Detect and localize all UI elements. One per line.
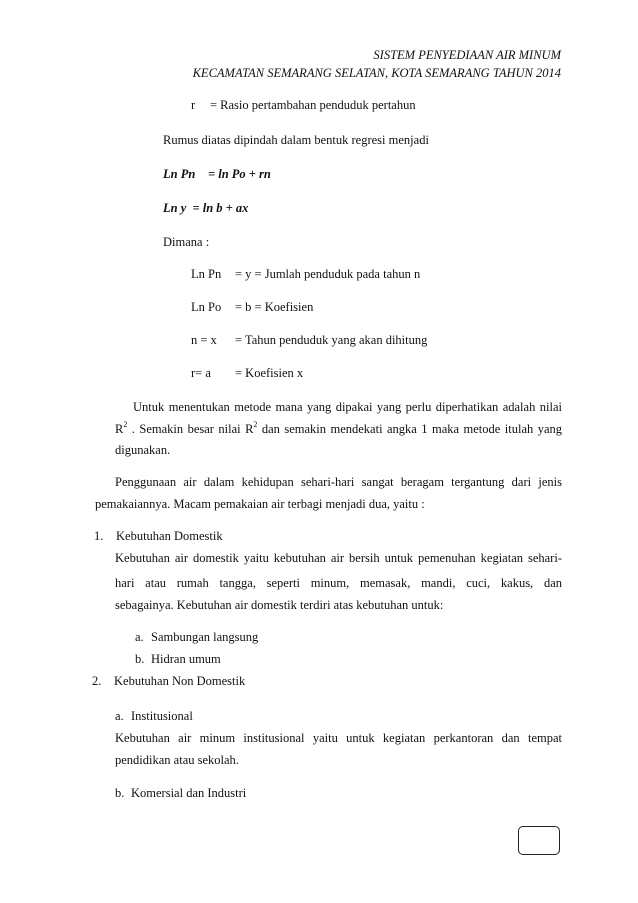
sub-letter: b.	[115, 786, 125, 800]
item2-heading	[92, 675, 245, 688]
def-r	[191, 99, 416, 112]
def-symbol: n = x	[191, 333, 217, 347]
page-number-box	[518, 826, 560, 855]
formula-2: Ln y = ln b + ax	[163, 201, 249, 215]
item1-number: 1.	[94, 529, 104, 543]
item1-sub-b	[135, 653, 221, 666]
def-desc: = y = Jumlah penduduk pada tahun n	[235, 267, 421, 281]
sub-text: Hidran umum	[151, 652, 221, 666]
sub-text: Institusional	[131, 709, 193, 723]
item1-title: Kebutuhan Domestik	[116, 529, 223, 543]
def-row	[191, 367, 303, 380]
para-r2-line3: digunakan.	[115, 443, 171, 457]
para-air-line1: Penggunaan air dalam kehidupan sehari-hari sangat beragam tergantung dari jenis	[115, 475, 562, 489]
item1-heading	[94, 530, 223, 543]
sub-text: Komersial dan Industri	[131, 786, 247, 800]
item2-sub-a	[115, 710, 193, 723]
item2-sub-b	[115, 787, 246, 800]
superscript: 2	[253, 419, 258, 429]
dimana-label: Dimana :	[163, 235, 210, 249]
def-r-symbol: r	[191, 98, 196, 112]
item1-line3: sebagainya. Kebutuhan air domestik terdiri atas kebutuhan untuk:	[115, 598, 444, 612]
formula-1-right: = ln Po + rn	[208, 167, 271, 181]
item1-sub-a	[135, 631, 258, 644]
item1-line2: hari atau rumah tangga, seperti minum, memasak, mandi, cuci, kakus, dan	[115, 576, 562, 590]
regresi-intro: Rumus diatas dipindah dalam bentuk regresi menjadi	[163, 133, 429, 147]
item2-para-line2: pendidikan atau sekolah.	[115, 753, 239, 767]
header-title-line2: KECAMATAN SEMARANG SELATAN, KOTA SEMARANG TAHUN 2014	[192, 66, 561, 80]
def-symbol: Ln Pn	[191, 267, 222, 281]
def-row	[191, 301, 313, 314]
sub-letter: b.	[135, 652, 145, 666]
def-row	[191, 268, 420, 281]
formula-1	[163, 168, 271, 181]
def-symbol: Ln Po	[191, 300, 222, 314]
item2-para-line1: Kebutuhan air minum institusional yaitu untuk kegiatan perkantoran dan tempat	[115, 731, 562, 745]
header-title-line1: SISTEM PENYEDIAAN AIR MINUM	[373, 48, 561, 62]
def-desc: = Tahun penduduk yang akan dihitung	[235, 333, 428, 347]
sub-letter: a.	[115, 709, 124, 723]
sub-text: Sambungan langsung	[151, 630, 259, 644]
para-r2-line2	[115, 419, 562, 436]
para-r2-line2-end: dan semakin mendekati angka 1 maka metode itulah yang	[257, 422, 562, 436]
sub-letter: a.	[135, 630, 144, 644]
def-r-desc: = Rasio pertambahan penduduk pertahun	[210, 98, 416, 112]
superscript: 2	[123, 419, 128, 429]
def-row	[191, 334, 427, 347]
def-desc: = b = Koefisien	[235, 300, 314, 314]
formula-1-left: Ln Pn	[163, 167, 196, 181]
def-desc: = Koefisien x	[235, 366, 304, 380]
item2-title: Kebutuhan Non Domestik	[114, 674, 246, 688]
para-r2-line1: Untuk menentukan metode mana yang dipakai yang perlu diperhatikan adalah nilai	[133, 400, 562, 414]
para-air-line2: pemakaiannya. Macam pemakaian air terbagi menjadi dua, yaitu :	[95, 497, 425, 511]
item2-number: 2.	[92, 674, 102, 688]
r-symbol: R	[115, 422, 124, 436]
item1-line1: Kebutuhan air domestik yaitu kebutuhan air bersih untuk pemenuhan kegiatan sehari-	[115, 551, 562, 565]
def-symbol: r= a	[191, 366, 211, 380]
para-r2-line2-mid: . Semakin besar nilai R	[127, 422, 254, 436]
